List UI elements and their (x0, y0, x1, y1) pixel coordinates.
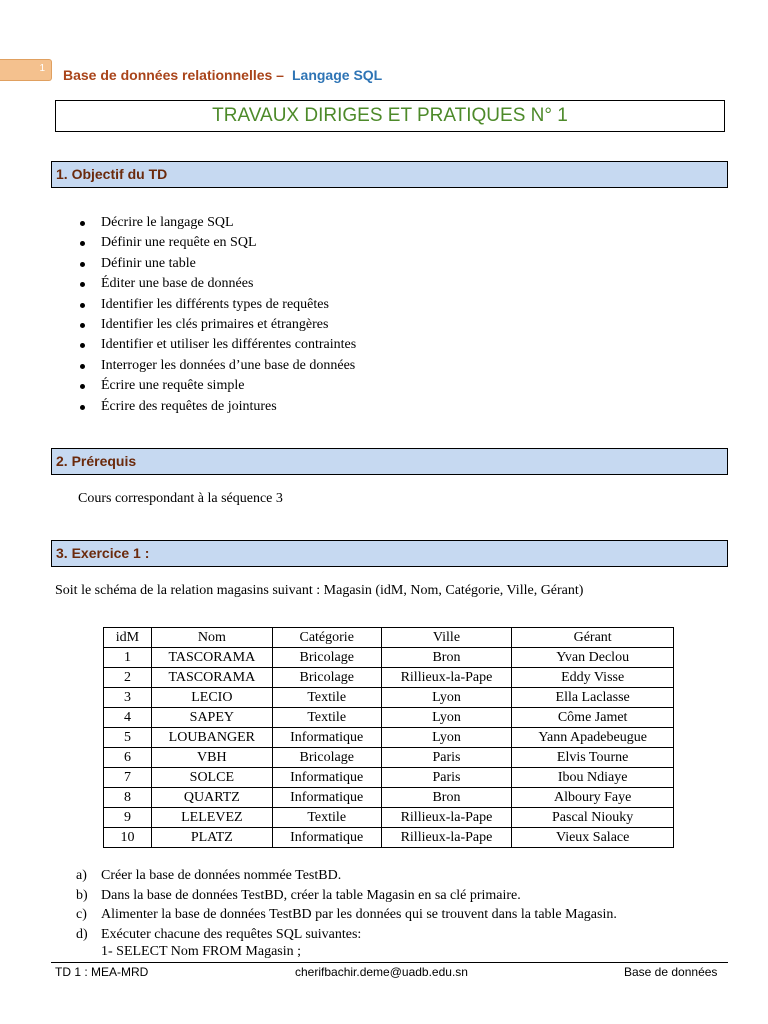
table-cell: Pascal Niouky (512, 808, 674, 828)
column-header: Ville (381, 628, 512, 648)
table-row (104, 688, 674, 708)
table-cell: Informatique (272, 828, 381, 848)
section-heading-objectif: 1. Objectif du TD (51, 161, 728, 188)
table-cell: LELEVEZ (151, 808, 272, 828)
table-row (104, 668, 674, 688)
list-item: Définir une requête en SQL (78, 233, 356, 253)
table-cell: Vieux Salace (512, 828, 674, 848)
table-cell: Côme Jamet (512, 708, 674, 728)
table-cell: Rillieux-la-Pape (381, 828, 512, 848)
sql-query: 1- SELECT Nom FROM Magasin ; (101, 944, 302, 959)
table-cell: 7 (104, 768, 152, 788)
table-row (104, 748, 674, 768)
list-item: Définir une table (78, 254, 356, 274)
task-text: Créer la base de données nommée TestBD. (101, 868, 342, 883)
table-cell: Paris (381, 768, 512, 788)
column-header: Catégorie (272, 628, 381, 648)
column-header: Nom (151, 628, 272, 648)
task-marker: d) (76, 926, 88, 942)
list-item (76, 925, 617, 945)
exercice-intro: Soit le schéma de la relation magasins suivant : Magasin (idM, Nom, Catégorie, Ville, Gérant) (55, 583, 584, 598)
list-item (76, 905, 617, 925)
task-marker: a) (76, 868, 87, 883)
table-cell: 8 (104, 788, 152, 808)
column-header: idM (104, 628, 152, 648)
task-text: Exécuter chacune des requêtes SQL suivantes: (101, 926, 362, 942)
magasin-table (103, 627, 674, 848)
table-cell: VBH (151, 748, 272, 768)
header-subtitle: Langage SQL (291, 67, 383, 83)
table-cell: TASCORAMA (151, 668, 272, 688)
table-cell: TASCORAMA (151, 648, 272, 668)
main-title: TRAVAUX DIRIGES ET PRATIQUES N° 1 (55, 100, 725, 132)
list-item: Identifier et utiliser les différentes contraintes (78, 335, 356, 355)
page-number-tab (0, 59, 52, 81)
table-cell: 2 (104, 668, 152, 688)
table-cell: LOUBANGER (151, 728, 272, 748)
footer-divider (51, 962, 728, 963)
table-row (104, 788, 674, 808)
footer-email: cherifbachir.deme@uadb.edu.sn (295, 965, 468, 979)
table-cell: Textile (272, 688, 381, 708)
list-item: Décrire le langage SQL (78, 213, 356, 233)
table-cell: Rillieux-la-Pape (381, 668, 512, 688)
table-cell: 1 (104, 648, 152, 668)
table-cell: Bricolage (272, 648, 381, 668)
table-cell: Alboury Faye (512, 788, 674, 808)
list-item: Écrire une requête simple (78, 376, 356, 396)
table-cell: Textile (272, 808, 381, 828)
table-row (104, 808, 674, 828)
table-cell: Informatique (272, 768, 381, 788)
task-text: Dans la base de données TestBD, créer la table Magasin en sa clé primaire. (101, 887, 521, 903)
table-cell: 3 (104, 688, 152, 708)
objectives-list (78, 213, 356, 417)
table-cell: SAPEY (151, 708, 272, 728)
table-cell: Textile (272, 708, 381, 728)
list-item (76, 866, 617, 886)
table-cell: 9 (104, 808, 152, 828)
section-heading-prerequis: 2. Prérequis (51, 448, 728, 475)
header-title: Base de données relationnelles – (63, 67, 284, 83)
table-cell: Informatique (272, 728, 381, 748)
table-cell: LECIO (151, 688, 272, 708)
list-item: Identifier les différents types de requêtes (78, 295, 356, 315)
table-cell: Eddy Visse (512, 668, 674, 688)
table-cell: Lyon (381, 708, 512, 728)
list-item (76, 886, 617, 906)
table-row (104, 828, 674, 848)
table-cell: Bron (381, 788, 512, 808)
page-number: 1 (39, 63, 45, 74)
table-cell: 10 (104, 828, 152, 848)
table-row (104, 648, 674, 668)
table-cell: SOLCE (151, 768, 272, 788)
task-text: Alimenter la base de données TestBD par les données qui se trouvent dans la table Magasin. (101, 907, 617, 922)
footer-left: TD 1 : MEA-MRD (55, 965, 149, 979)
table-cell: 6 (104, 748, 152, 768)
table-cell: Yann Apadebeugue (512, 728, 674, 748)
table-header-row (104, 628, 674, 648)
table-cell: Informatique (272, 788, 381, 808)
table-cell: Ella Laclasse (512, 688, 674, 708)
list-item: Interroger les données d’une base de données (78, 356, 356, 376)
table-cell: Elvis Tourne (512, 748, 674, 768)
table-row (104, 768, 674, 788)
table-row (104, 728, 674, 748)
table-cell: Lyon (381, 688, 512, 708)
table-cell: 5 (104, 728, 152, 748)
table-row (104, 708, 674, 728)
table-cell: Lyon (381, 728, 512, 748)
table-cell: 4 (104, 708, 152, 728)
table-cell: Bricolage (272, 668, 381, 688)
list-item: Identifier les clés primaires et étrangères (78, 315, 356, 335)
table-cell: Bron (381, 648, 512, 668)
task-marker: c) (76, 907, 87, 922)
table-cell: QUARTZ (151, 788, 272, 808)
task-marker: b) (76, 887, 88, 903)
table-cell: PLATZ (151, 828, 272, 848)
table-cell: Bricolage (272, 748, 381, 768)
running-header (63, 67, 382, 83)
tasks-list (76, 866, 617, 944)
list-item: Écrire des requêtes de jointures (78, 397, 356, 417)
list-item: Éditer une base de données (78, 274, 356, 294)
section-heading-exercice: 3. Exercice 1 : (51, 540, 728, 567)
table-cell: Yvan Declou (512, 648, 674, 668)
table-cell: Paris (381, 748, 512, 768)
prerequis-text: Cours correspondant à la séquence 3 (78, 491, 283, 506)
footer-right: Base de données (624, 965, 718, 979)
table-cell: Ibou Ndiaye (512, 768, 674, 788)
column-header: Gérant (512, 628, 674, 648)
table-cell: Rillieux-la-Pape (381, 808, 512, 828)
